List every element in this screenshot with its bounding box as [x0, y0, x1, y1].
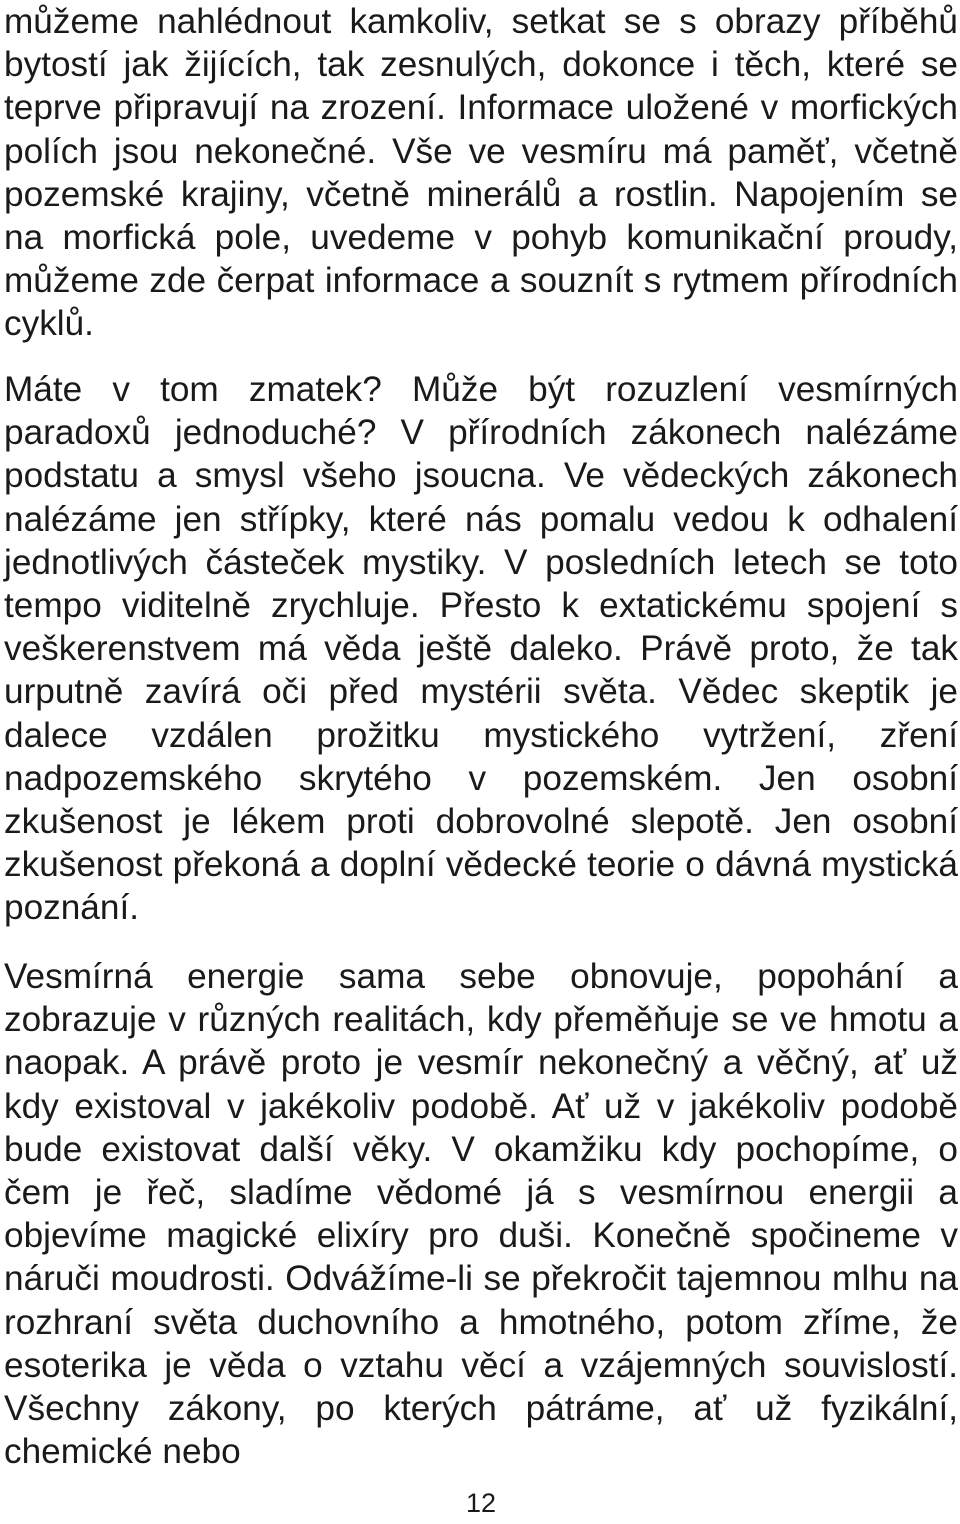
paragraph-paradoxes: Máte v tom zmatek? Může být rozuzlení vesmírných paradoxů jednoduché? V přírodních zákonech nalézáme podstatu a smysl všeho jsoucna. Ve vědeckých zákonech nalézáme jen střípky, které nás pomalu vedou k odhalení jednotlivých částeček mystiky. V posledních letech se toto tempo viditelně zrychluje. Přesto k extatickému spojení s veškerenstvem má věda ještě daleko. Právě proto, že tak urputně zavírá oči před mystérii světa. Vědec skeptik je dalece vzdálen prožitku mystického vytržení, zření nadpozemského skrytého v pozemském. Jen osobní zkušenost je lékem proti dobrovolné slepotě. Jen osobní zkušenost překoná a doplní vědecké teorie o dávná mystická poznání. — [4, 370, 958, 928]
page-number: 12 — [465, 1488, 497, 1518]
document-page — [4, 0, 958, 1524]
paragraph-cosmic-energy: Vesmírná energie sama sebe obnovuje, popohání a zobrazuje v různých realitách, kdy přeměňuje se ve hmotu a naopak. A právě proto je vesmír nekonečný a věčný, ať už kdy existoval v jakékoliv podobě. Ať už v jakékoliv podobě bude existovat další věky. V okamžiku kdy pochopíme, o čem je řeč, sladíme vědomé já s vesmírnou energii a objevíme magické elixíry pro duši. Konečně spočineme v náruči moudrosti. Odvážíme-li se překročit tajemnou mlhu na rozhraní světa duchovního a hmotného, potom zříme, že esoterika je věda o vztahu věcí a vzájemných souvislostí. Všechny zákony, po kterých pátráme, ať už fyzikální, chemické nebo — [4, 957, 958, 1472]
paragraph-morphic-fields: můžeme nahlédnout kamkoliv, setkat se s obrazy příběhů bytostí jak žijících, tak zesnulých, dokonce i těch, které se teprve připravují na zrození. Informace uložené v morfických polích jsou nekonečné. Vše ve vesmíru má paměť, včetně pozemské krajiny, včetně minerálů a rostlin. Napojením se na morfická pole, uvedeme v pohyb komunikační proudy, můžeme zde čerpat informace a souznít s rytmem přírodních cyklů. — [4, 2, 958, 344]
